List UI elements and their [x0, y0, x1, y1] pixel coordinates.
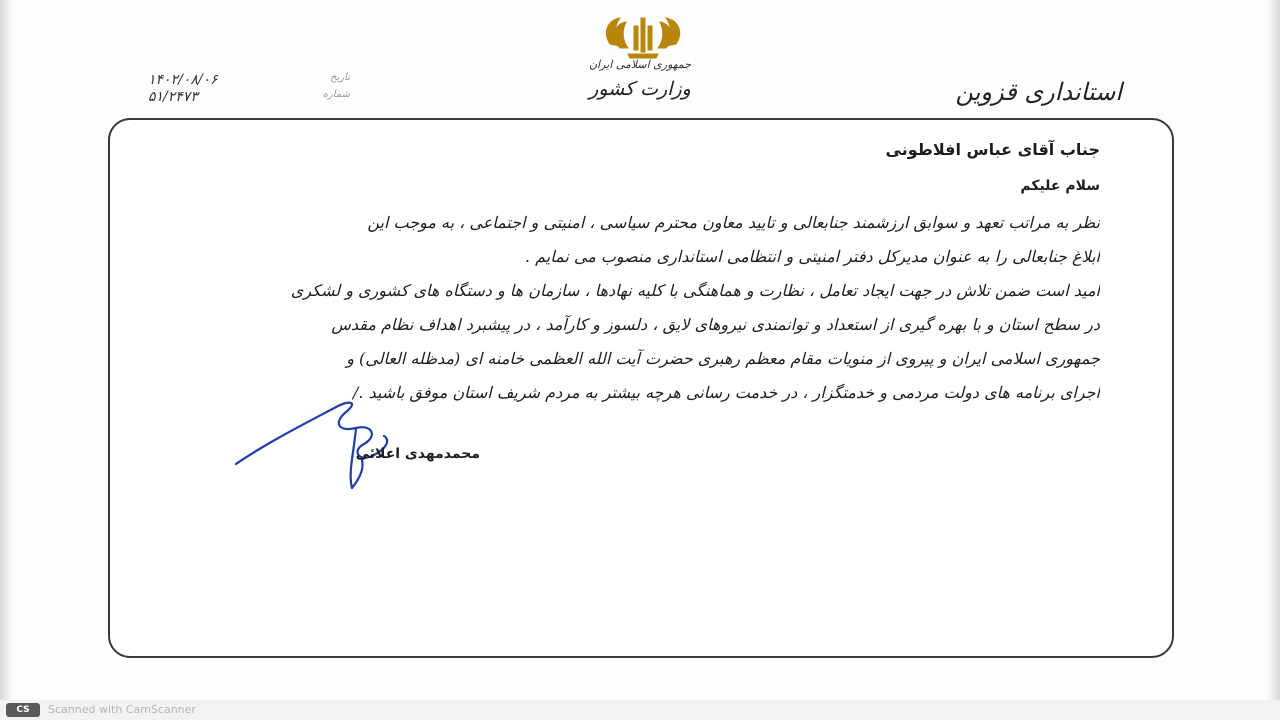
- scan-edge-right: [1266, 0, 1280, 720]
- signer-name: محمدمهدی اعلائی: [355, 446, 480, 462]
- greeting: سلام علیکم: [1020, 178, 1100, 194]
- number-value: ۵۱/۲۴۷۳: [148, 89, 198, 105]
- letter-line: اجرای برنامه های دولت مردمی و خدمتگزار ، در خدمت رسانی هرچه بیشتر به مردم شریف استان موفق باشید ./: [352, 383, 1100, 402]
- ministry-name: وزارت کشور: [589, 78, 691, 100]
- governorate-name: استانداری قزوین: [955, 78, 1122, 106]
- letter-line: جمهوری اسلامی ایران و پیروی از منویات مقام معظم رهبری حضرت آیت الله العظمی خامنه ای (مدظله العالی) و: [346, 349, 1100, 368]
- government-name: جمهوری اسلامی ایران: [588, 58, 692, 71]
- camscanner-logo: CS: [6, 703, 40, 717]
- scanner-watermark: Scanned with CamScanner: [48, 703, 196, 716]
- date-label: تاریخ: [330, 72, 350, 83]
- handwritten-signature: [228, 392, 428, 492]
- number-label: شماره: [322, 89, 350, 100]
- date-value: ۱۴۰۲/۰۸/۰۶: [148, 72, 218, 88]
- iran-emblem-icon: [598, 14, 688, 64]
- number-row: [140, 89, 350, 106]
- letter-line: امید است ضمن تلاش در جهت ایجاد تعامل ، نظارت و هماهنگی با کلیه نهادها ، سازمان ها و دستگاه های کشوری و لشکری: [290, 281, 1100, 300]
- scan-edge-left: [0, 0, 14, 720]
- letter-line: در سطح استان و با بهره گیری از استعداد و توانمندی نیروهای لایق ، دلسوز و کارآمد ، در پیشبرد اهداف نظام مقدس: [331, 315, 1100, 334]
- recipient: جناب آقای عباس افلاطونی: [885, 140, 1100, 159]
- letter-body: [150, 140, 1100, 410]
- date-row: [140, 72, 350, 89]
- letter-meta: [140, 72, 350, 108]
- letter-line: ابلاغ جنابعالی را به عنوان مدیرکل دفتر امنیتی و انتظامی استانداری منصوب می نمایم .: [524, 247, 1100, 266]
- letter-line: نظر به مراتب تعهد و سوابق ارزشمند جنابعالی و تایید معاون محترم سیاسی ، امنیتی و اجتماعی ، به موجب این: [367, 213, 1100, 232]
